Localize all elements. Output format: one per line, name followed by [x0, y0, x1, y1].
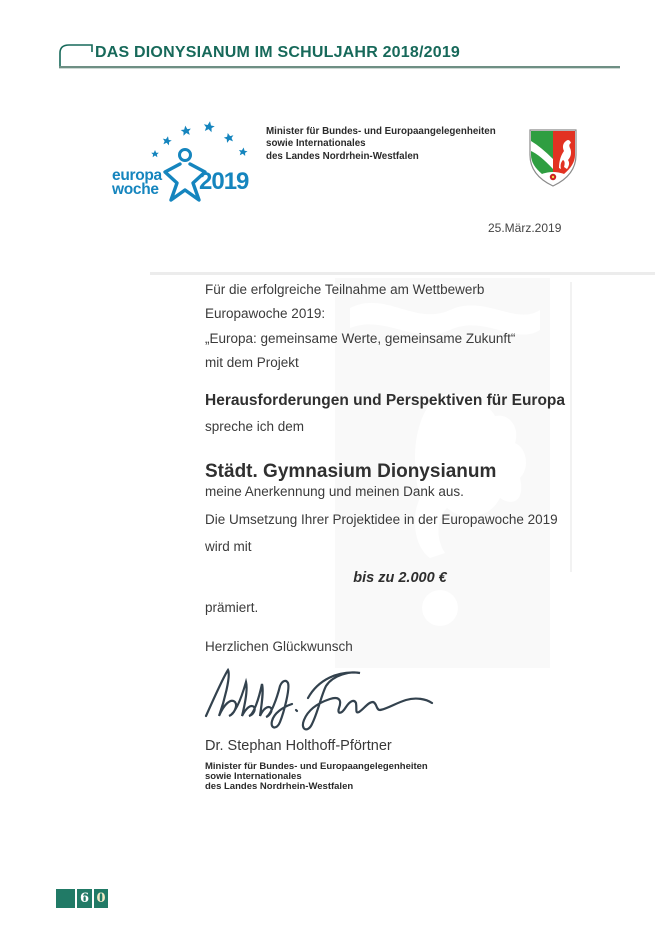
scan-edge — [150, 272, 655, 275]
body-line: mit dem Projekt — [205, 355, 299, 370]
sender-line: sowie Internationales — [266, 138, 366, 150]
page-number-digit: 6 — [77, 889, 92, 908]
logo-wordmark — [112, 169, 162, 197]
signature-image — [200, 664, 440, 739]
body-line: meine Anerkennung und meinen Dank aus. — [205, 484, 464, 499]
logo-word-europa: europa — [112, 167, 162, 184]
school-name: Städt. Gymnasium Dionysianum — [205, 461, 497, 482]
body-line: Europawoche 2019: — [205, 306, 326, 321]
page-number-marker — [56, 889, 75, 908]
body-line: prämiert. — [205, 600, 259, 615]
body-line: spreche ich dem — [205, 419, 305, 434]
header-rule — [59, 66, 620, 69]
logo-year: 2019 — [199, 168, 249, 195]
certificate-date: 25.März.2019 — [488, 221, 562, 235]
body-line: Die Umsetzung Ihrer Projektidee in der Europawoche 2019 — [205, 512, 558, 527]
signer-title-line: Minister für Bundes- und Europaangelegenheiten — [205, 761, 428, 772]
signer-name: Dr. Stephan Holthoff-Pförtner — [205, 738, 392, 754]
signer-title-line: des Landes Nordrhein-Westfalen — [205, 781, 354, 792]
signer-title-line: sowie Internationales — [205, 771, 302, 782]
body-line: Herzlichen Glückwunsch — [205, 639, 353, 654]
page-title: DAS DIONYSIANUM IM SCHULJAHR 2018/2019 — [95, 44, 461, 61]
signer-title-block — [205, 762, 428, 792]
project-title: Herausforderungen und Perspektiven für Europa — [205, 392, 566, 409]
nrw-coat-of-arms-icon — [528, 128, 578, 187]
sender-line: Minister für Bundes- und Europaangelegenheiten — [266, 126, 496, 137]
body-line: „Europa: gemeinsame Werte, gemeinsame Zukunft“ — [205, 331, 516, 346]
body-line: Für die erfolgreiche Teilnahme am Wettbewerb — [205, 282, 485, 297]
logo-word-woche: woche — [112, 181, 159, 198]
scan-edge — [570, 282, 572, 572]
sender-line: des Landes Nordrhein-Westfalen — [266, 150, 419, 162]
sender-block — [266, 126, 496, 163]
page-number-digit: 0 — [94, 889, 108, 908]
body-line: wird mit — [205, 539, 252, 554]
prize-amount: bis zu 2.000 € — [353, 570, 447, 586]
